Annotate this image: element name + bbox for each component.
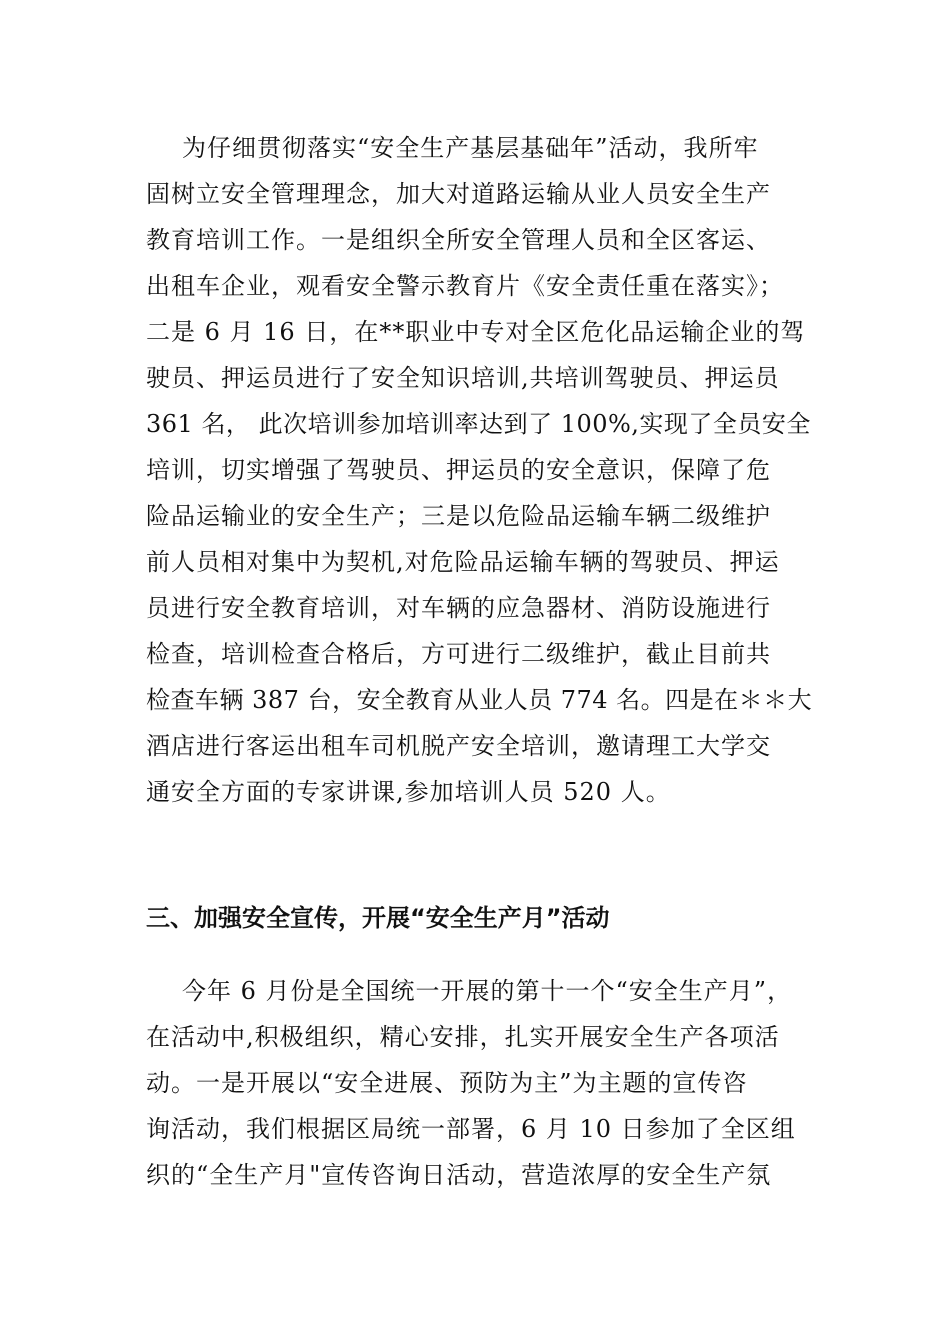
text-line: 在活动中,积极组织，精心安排，扎实开展安全生产各项活	[146, 1023, 780, 1051]
text-line: 培训，切实增强了驾驶员、押运员的安全意识，保障了危	[146, 456, 771, 484]
text-line: 检查，培训检查合格后，方可进行二级维护，截止目前共	[146, 640, 771, 668]
text-line: 动。一是开展以“安全进展、预防为主”为主题的宣传咨	[146, 1069, 748, 1097]
text-line: 出租车企业，观看安全警示教育片《安全责任重在落实》；	[146, 272, 784, 300]
text-line: 固树立安全管理理念，加大对道路运输从业人员安全生产	[146, 180, 771, 208]
text-line: 酒店进行客运出租车司机脱产安全培训，邀请理工大学交	[146, 732, 771, 760]
text-line: 前人员相对集中为契机,对危险品运输车辆的驾驶员、押运	[146, 548, 780, 576]
text-line: 驶员、押运员进行了安全知识培训,共培训驾驶员、押运员	[146, 364, 780, 392]
text-line: 询活动，我们根据区局统一部署，6 月 10 日参加了全区组	[146, 1115, 796, 1143]
text-line: 教育培训工作。一是组织全所安全管理人员和全区客运、	[146, 226, 771, 254]
section-heading: 三、加强安全宣传，开展“安全生产月”活动	[146, 904, 610, 932]
text-line: 织的“全生产月"宣传咨询日活动，营造浓厚的安全生产氛	[146, 1161, 772, 1189]
text-line: 二是 6 月 16 日，在**职业中专对全区危化品运输企业的驾	[146, 318, 806, 346]
text-line: 检查车辆 387 台，安全教育从业人员 774 名。四是在＊＊大	[146, 686, 813, 714]
text-line: 员进行安全教育培训，对车辆的应急器材、消防设施进行	[146, 594, 771, 622]
text-line: 361 名， 此次培训参加培训率达到了 100%,实现了全员安全	[146, 410, 811, 438]
text-line: 险品运输业的安全生产；三是以危险品运输车辆二级维护	[146, 502, 771, 530]
text-line: 通安全方面的专家讲课,参加培训人员 520 人。	[146, 778, 671, 806]
text-line: 今年 6 月份是全国统一开展的第十一个“安全生产月”，	[182, 977, 793, 1005]
text-line: 为仔细贯彻落实“安全生产基层基础年”活动，我所牢	[182, 134, 759, 162]
